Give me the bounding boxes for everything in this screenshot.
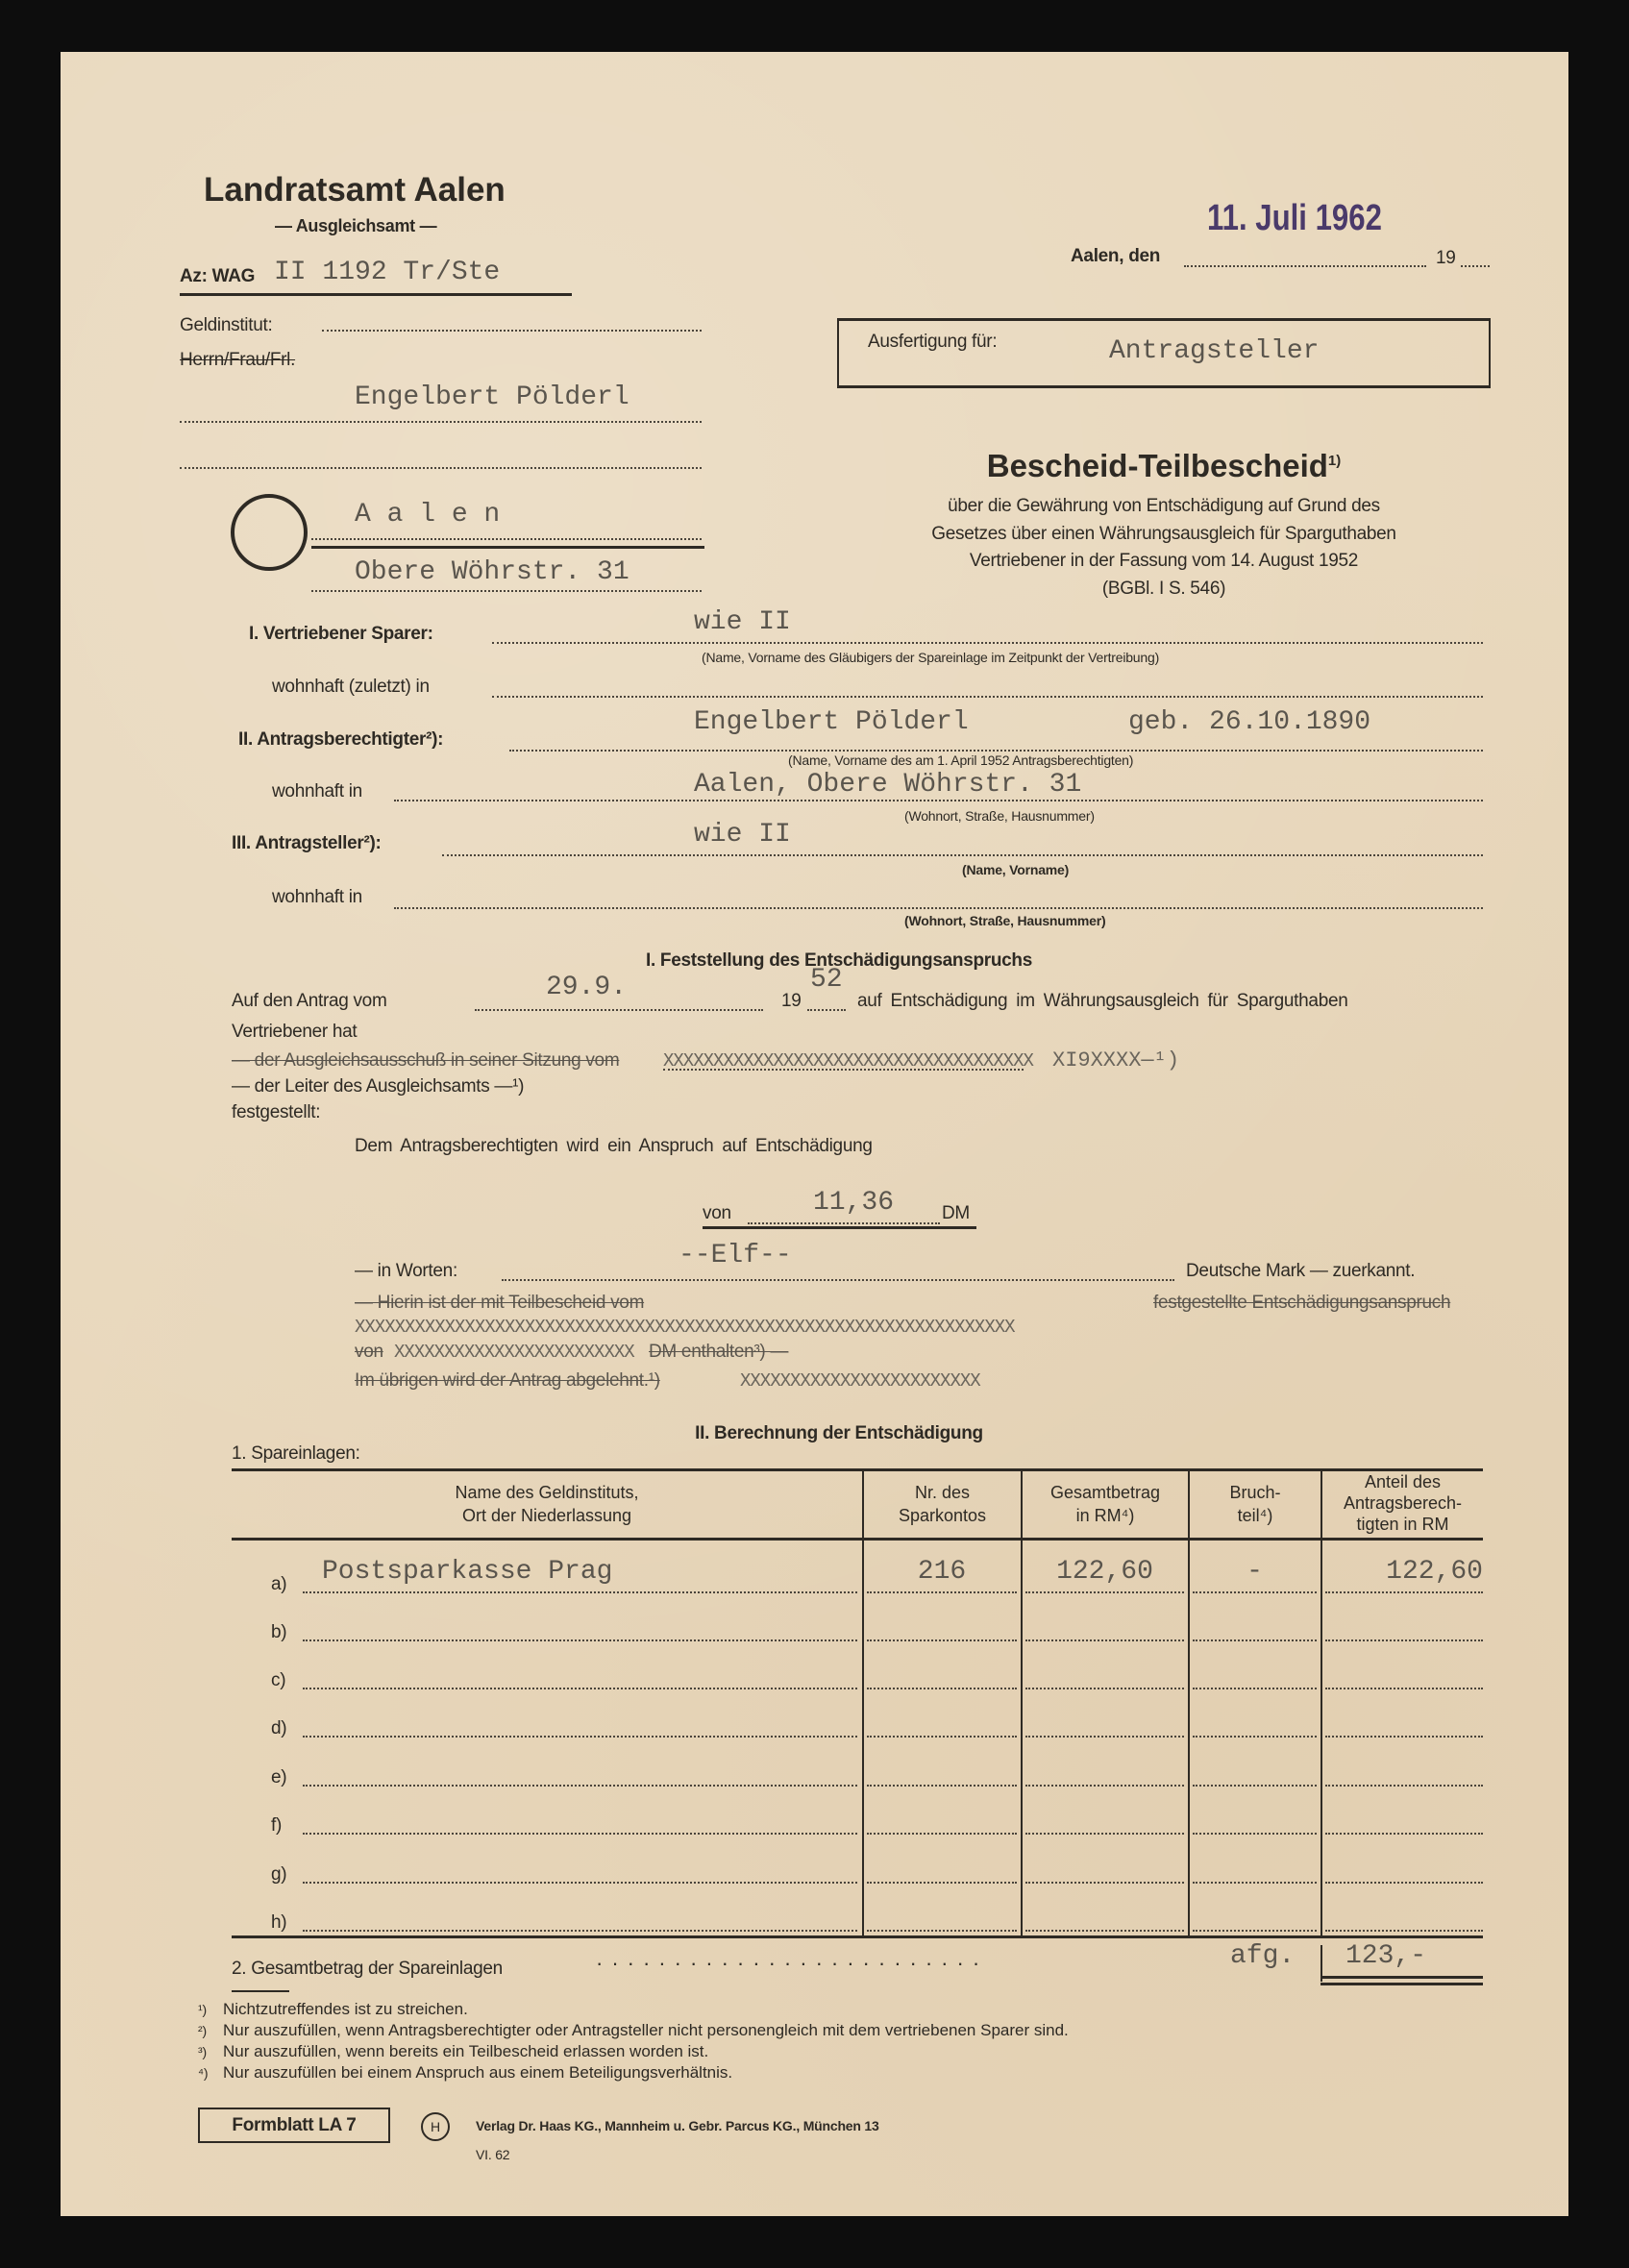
recipient-street: Obere Wöhrstr. 31 <box>355 557 629 587</box>
antragsteller-hint: (Name, Vorname) <box>962 862 1070 877</box>
geldinstitut-label: Geldinstitut: <box>180 315 273 335</box>
row-letter: g) <box>271 1864 287 1885</box>
col-header-line: Name des Geldinstituts, <box>455 1483 639 1502</box>
struck-committee-overtype: XXXXXXXXXXXXXXXXXXXXXXXXXXXXXXXXXXXXX <box>663 1050 1033 1072</box>
row-institut-line <box>303 1639 857 1641</box>
row-anteil-line <box>1325 1882 1483 1884</box>
struck-committee-text: — der Ausgleichsausschuß in seiner Sitzung vom <box>232 1050 620 1071</box>
col-separator <box>1320 1471 1322 1937</box>
cell-bruchteil: - <box>1246 1557 1263 1587</box>
form-id-box: Formblatt LA 7 <box>198 2108 390 2143</box>
words-suffix: Deutsche Mark — zuerkannt. <box>1186 1261 1416 1281</box>
footnote-mark: ⁴) <box>198 2065 209 2081</box>
row-letter: e) <box>271 1767 287 1787</box>
row-gesamt-line <box>1025 1591 1184 1593</box>
row-gesamt-line <box>1025 1833 1184 1835</box>
col-separator <box>1188 1471 1190 1937</box>
footnote-text: Nur auszufüllen, wenn bereits ein Teilbescheid erlassen worden ist. <box>223 2042 709 2060</box>
struck-line-1-text: — Hierin ist der mit Teilbescheid vom <box>355 1293 645 1313</box>
row-bruchteil-line <box>1193 1882 1317 1884</box>
antragsteller-value: wie II <box>694 820 791 850</box>
vertriebener-hat: Vertriebener hat <box>232 1022 358 1042</box>
row-anteil-line <box>1325 1785 1483 1787</box>
row-institut-line <box>303 1930 857 1932</box>
struck-line-3-text: Im übrigen wird der Antrag abgelehnt.¹) <box>355 1370 660 1391</box>
row-anteil-line <box>1325 1930 1483 1932</box>
col-header-line: in RM⁴) <box>1075 1506 1135 1525</box>
row-konto-line <box>867 1930 1017 1932</box>
berechtigter-residence: Aalen, Obere Wöhrstr. 31 <box>694 770 1082 800</box>
col-header-line: Anteil des <box>1364 1472 1442 1491</box>
recipient-city-rule <box>311 546 704 549</box>
az-label: Az: WAG <box>180 266 256 286</box>
row-letter: d) <box>271 1718 287 1738</box>
anspruch-text: Dem Antragsberechtigten wird ein Anspruch auf Entschädigung <box>355 1136 873 1156</box>
row-konto-line <box>867 1785 1017 1787</box>
antragsteller-residence-hint: (Wohnort, Straße, Hausnummer) <box>904 913 1106 928</box>
col-separator <box>862 1471 864 1937</box>
row-bruchteil-line <box>1193 1688 1317 1689</box>
az-underline <box>180 293 572 296</box>
year-line <box>1461 265 1490 267</box>
row-gesamt-line <box>1025 1688 1184 1689</box>
row-institut-line <box>303 1736 857 1738</box>
recipient-city: A a l e n <box>355 500 501 530</box>
section2-heading: II. Berechnung der Entschädigung <box>695 1423 983 1443</box>
recipient-street-line <box>311 590 702 592</box>
sparer-line <box>492 642 1483 644</box>
col-header-line: Bruch- <box>1229 1483 1281 1502</box>
col-header-gesamt <box>1023 1481 1188 1527</box>
col-header-line: Nr. des <box>914 1483 971 1502</box>
recipient-line-2 <box>180 467 702 469</box>
words-label: — in Worten: <box>355 1261 457 1281</box>
footnote-mark: ³) <box>198 2044 207 2059</box>
recipient-line-1 <box>180 421 702 423</box>
document-title-text: Bescheid-Teilbescheid <box>986 448 1328 483</box>
cell-anteil: 122,60 <box>1386 1557 1483 1587</box>
office-name: Landratsamt Aalen <box>204 171 506 209</box>
total-label: 2. Gesamtbetrag der Spareinlagen <box>232 1959 503 1979</box>
publisher-text: Verlag Dr. Haas KG., Mannheim u. Gebr. Parcus KG., München 13 <box>476 2118 879 2133</box>
footnote-text: Nur auszufüllen bei einem Anspruch aus einem Beteiligungsverhältnis. <box>223 2063 733 2082</box>
col-header-line: Antragsberech- <box>1343 1493 1463 1513</box>
struck-line-3-overtype: XXXXXXXXXXXXXXXXXXXXXXXX <box>740 1370 980 1392</box>
antrag-date-line <box>475 1009 763 1011</box>
amount-words: --Elf-- <box>679 1241 792 1270</box>
col-header-line: Sparkontos <box>898 1506 987 1525</box>
table-top-rule <box>232 1468 1483 1471</box>
row-anteil-line <box>1325 1736 1483 1738</box>
row-konto-line <box>867 1688 1017 1689</box>
antrag-year-line <box>807 1009 846 1011</box>
row-letter: f) <box>271 1815 283 1836</box>
berechtigter-residence-hint: (Wohnort, Straße, Hausnummer) <box>904 808 1095 824</box>
table-header-rule <box>232 1538 1483 1541</box>
sparer-residence-line <box>492 696 1483 698</box>
struck-line-1-overtype: XXXXXXXXXXXXXXXXXXXXXXXXXXXXXXXXXXXXXXXXXXXXXXXXXXXXXXXXXXXXXXXXXX <box>355 1317 1015 1338</box>
subtitle-line-1: über die Gewährung von Entschädigung auf Grund des <box>948 496 1380 516</box>
words-line <box>502 1279 1174 1281</box>
date-line <box>1184 265 1426 267</box>
col-header-bruchteil <box>1190 1481 1320 1527</box>
berechtigter-name: Engelbert Pölderl <box>694 707 969 737</box>
cell-gesamt: 122,60 <box>1056 1557 1153 1587</box>
year-prefix: 19 <box>1436 248 1456 268</box>
row-institut-line <box>303 1833 857 1835</box>
document-title <box>987 448 1342 484</box>
date-stamp: 11. Juli 1962 <box>1207 198 1382 238</box>
berechtigter-line <box>509 750 1483 752</box>
cell-konto: 216 <box>917 1557 967 1587</box>
row-konto-line <box>867 1639 1017 1641</box>
von-label: von <box>703 1203 731 1223</box>
antragsteller-residence-line <box>394 907 1483 909</box>
col-separator <box>1021 1471 1023 1937</box>
row-anteil-line <box>1325 1639 1483 1641</box>
salutation: Herrn/Frau/Frl. <box>180 350 296 370</box>
row-konto-line <box>867 1833 1017 1835</box>
struck-line-2-text: von <box>355 1342 383 1362</box>
berechtigter-residence-line <box>394 800 1483 801</box>
currency-label: DM <box>942 1203 970 1223</box>
row-anteil-line <box>1325 1833 1483 1835</box>
berechtigter-birth: geb. 26.10.1890 <box>1128 707 1371 737</box>
row-bruchteil-line <box>1193 1591 1317 1593</box>
leiter-line: — der Leiter des Ausgleichsamts —¹) <box>232 1076 525 1097</box>
antrag-year: 52 <box>810 965 843 995</box>
antrag-prefix: Auf den Antrag vom <box>232 991 387 1011</box>
publisher-logo-icon: H <box>421 2112 450 2141</box>
copy-for-label: Ausfertigung für: <box>868 332 998 352</box>
row-institut-line <box>303 1785 857 1787</box>
row-letter: c) <box>271 1670 286 1690</box>
col-header-line: Gesamtbetrag <box>1049 1483 1161 1502</box>
cell-institut: Postsparkasse Prag <box>322 1557 613 1587</box>
antrag-year-prefix: 19 <box>781 991 802 1011</box>
col-header-institut <box>232 1481 862 1527</box>
amount-line <box>748 1222 940 1224</box>
row-gesamt-line <box>1025 1882 1184 1884</box>
az-value: II 1192 Tr/Ste <box>274 258 501 287</box>
row-konto-line <box>867 1591 1017 1593</box>
berechtigter-label: II. Antragsberechtigter²): <box>238 729 444 750</box>
col-header-line: Ort der Niederlassung <box>461 1506 632 1525</box>
total-dot-leader: ························· <box>596 1951 989 1975</box>
antrag-date: 29.9. <box>546 973 628 1002</box>
row-gesamt-line <box>1025 1639 1184 1641</box>
antragsteller-line <box>442 854 1483 856</box>
section1-heading: I. Feststellung des Entschädigungsanspruchs <box>645 950 1033 971</box>
row-institut-line <box>303 1882 857 1884</box>
col-header-line: teil⁴) <box>1237 1506 1273 1525</box>
row-konto-line <box>867 1882 1017 1884</box>
footnote-rule <box>232 1990 289 1992</box>
department-name: — Ausgleichsamt — <box>275 216 437 235</box>
row-bruchteil-line <box>1193 1930 1317 1932</box>
sparer-residence-label: wohnhaft (zuletzt) in <box>272 677 430 697</box>
row-letter: h) <box>271 1912 287 1933</box>
struck-line-2-tail: DM enthalten³) — <box>649 1342 789 1362</box>
amount-underline <box>703 1226 976 1229</box>
row-gesamt-line <box>1025 1736 1184 1738</box>
row-letter: a) <box>271 1574 287 1594</box>
footnote-text: Nur auszufüllen, wenn Antragsberechtigter oder Antragsteller nicht personengleich mit dem vertriebenen Sparer sind. <box>223 2021 1069 2039</box>
col-header-konto <box>864 1481 1021 1527</box>
recipient-name: Engelbert Pölderl <box>355 382 629 412</box>
row-bruchteil-line <box>1193 1639 1317 1641</box>
struck-committee-tail: XI9XXXX—¹) <box>1052 1048 1180 1072</box>
row-konto-line <box>867 1736 1017 1738</box>
total-underline-2 <box>1320 1983 1483 1985</box>
place-date-label: Aalen, den <box>1071 246 1161 266</box>
spareinlagen-label: 1. Spareinlagen: <box>232 1443 360 1464</box>
antrag-suffix: auf Entschädigung im Währungsausgleich für Sparguthaben <box>857 991 1348 1011</box>
sparer-hint: (Name, Vorname des Gläubigers der Spareinlage im Zeitpunkt der Vertreibung) <box>702 650 1160 665</box>
antragsteller-label: III. Antragsteller²): <box>232 833 382 853</box>
row-institut-line <box>303 1688 857 1689</box>
subtitle-line-3: Vertriebener in der Fassung vom 14. August 1952 <box>969 551 1359 571</box>
amount-value: 11,36 <box>813 1188 895 1218</box>
footnote-mark: ²) <box>198 2023 207 2038</box>
row-bruchteil-line <box>1193 1785 1317 1787</box>
row-anteil-line <box>1325 1591 1483 1593</box>
footnote-text: Nichtzutreffendes ist zu streichen. <box>223 2000 468 2018</box>
subtitle-line-4: (BGBl. I S. 546) <box>1101 579 1226 599</box>
row-institut-line <box>303 1591 857 1593</box>
berechtigter-hint: (Name, Vorname des am 1. April 1952 Antragsberechtigten) <box>788 752 1134 768</box>
berechtigter-residence-label: wohnhaft in <box>272 781 362 801</box>
total-note: afg. <box>1230 1941 1296 1971</box>
row-gesamt-line <box>1025 1930 1184 1932</box>
recipient-city-line <box>311 538 702 540</box>
total-value: 123,- <box>1345 1941 1427 1971</box>
subtitle-line-2: Gesetzes über einen Währungsausgleich für Sparguthaben <box>931 524 1396 544</box>
col-header-line: tigten in RM <box>1356 1515 1449 1534</box>
struck-line-2-overtype: XXXXXXXXXXXXXXXXXXXXXXXX <box>394 1342 634 1363</box>
row-anteil-line <box>1325 1688 1483 1689</box>
festgestellt-label: festgestellt: <box>232 1102 321 1122</box>
geldinstitut-line <box>322 330 702 332</box>
table-bottom-rule <box>232 1935 1483 1938</box>
antragsteller-residence-label: wohnhaft in <box>272 887 362 907</box>
sparer-label: I. Vertriebener Sparer: <box>249 624 433 644</box>
window-envelope-circle-icon <box>231 494 308 571</box>
row-gesamt-line <box>1025 1785 1184 1787</box>
copy-for-value: Antragsteller <box>1109 336 1320 366</box>
total-underline-1 <box>1320 1976 1483 1979</box>
row-bruchteil-line <box>1193 1736 1317 1738</box>
sparer-value: wie II <box>694 607 791 637</box>
document-title-footnote: 1) <box>1327 453 1342 469</box>
col-header-anteil <box>1322 1471 1483 1535</box>
footnote-mark: ¹) <box>198 2002 207 2017</box>
edition-text: VI. 62 <box>476 2147 510 2162</box>
struck-line-1-tail: festgestellte Entschädigungsanspruch <box>1153 1293 1451 1313</box>
row-bruchteil-line <box>1193 1833 1317 1835</box>
row-letter: b) <box>271 1622 287 1642</box>
